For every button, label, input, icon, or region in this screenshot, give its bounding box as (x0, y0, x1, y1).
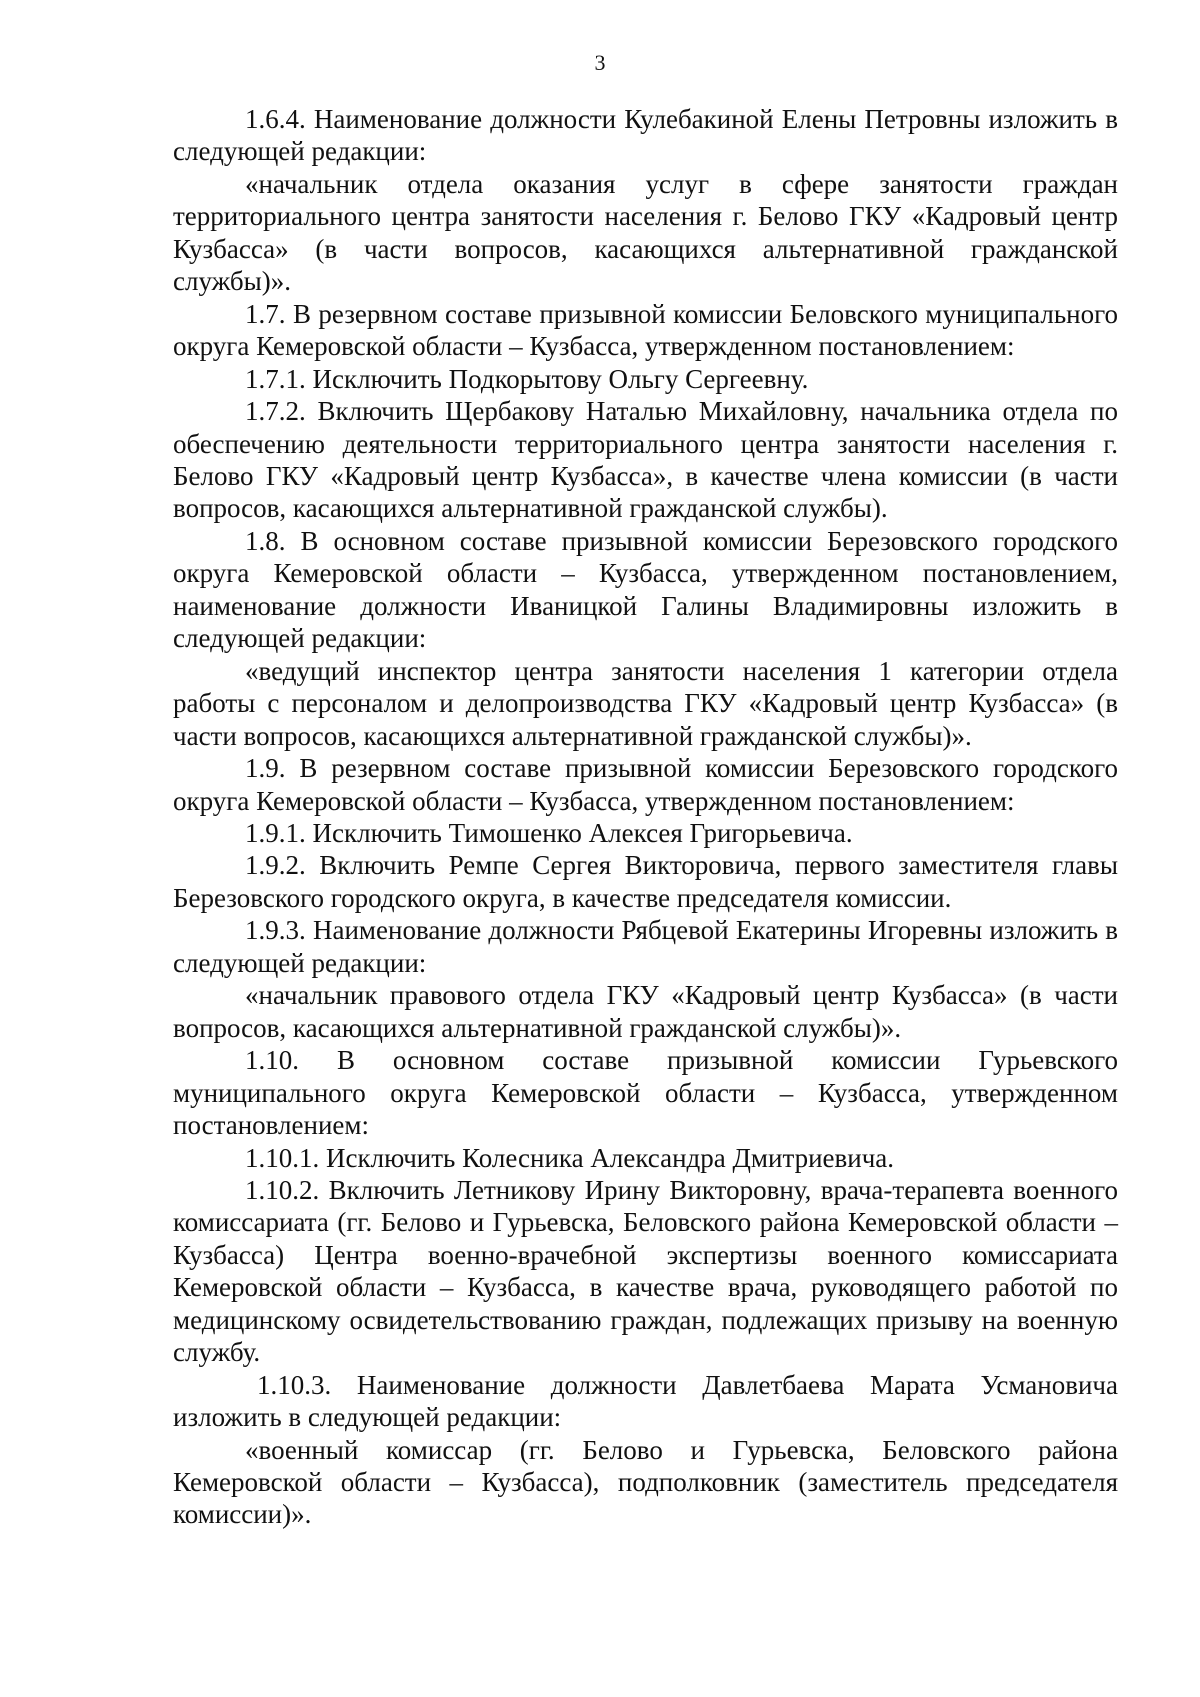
paragraph-1-10-1: 1.10.1. Исключить Колесника Александра Дмитриевича. (245, 1142, 895, 1173)
paragraph-1-6-4-wording: «начальник отдела оказания услуг в сфере занятости граждан территориального центра занятости населения г. Белово ГКУ «Кадровый центр Кузбасса» (в части вопросов, касающихся альтернативной гражданской службы)». (173, 168, 1118, 297)
paragraph-1-10-3-wording: «военный комиссар (гг. Белово и Гурьевска, Беловского района Кемеровской области – Кузбасса), подполковник (заместитель председателя комиссии)». (173, 1434, 1118, 1530)
paragraph-1-9-1: 1.9.1. Исключить Тимошенко Алексея Григорьевича. (245, 817, 853, 848)
paragraph-1-7-2: 1.7.2. Включить Щербакову Наталью Михайловну, начальника отдела по обеспечению деятельности территориального центра занятости населения г. Белово ГКУ «Кадровый центр Кузбасса», в качестве члена комиссии (в части вопросов, касающихся альтернативной гражданской службы). (173, 396, 1118, 524)
paragraph-1-8-wording: «ведущий инспектор центра занятости населения 1 категории отдела работы с персоналом и делопроизводства ГКУ «Кадровый центр Кузбасса» (в части вопросов, касающихся альтернативной гражданской службы)». (173, 655, 1118, 751)
paragraph-1-10: 1.10. В основном составе призывной комиссии Гурьевского муниципального округа Кемеровской области – Кузбасса, утвержденном постановлением: (173, 1045, 1118, 1141)
paragraph-1-9-3-wording: «начальник правового отдела ГКУ «Кадровый центр Кузбасса» (в части вопросов, касающихся альтернативной гражданской службы)». (173, 980, 1118, 1043)
paragraph-1-10-3: 1.10.3. Наименование должности Давлетбаева Марата Усмановича изложить в следующей редакции: (173, 1369, 1118, 1433)
paragraph-1-6-4: 1.6.4. Наименование должности Кулебакиной Елены Петровны изложить в следующей редакции: (173, 104, 1118, 167)
page-number: 3 (594, 50, 606, 75)
paragraph-1-8: 1.8. В основном составе призывной комиссии Березовского городского округа Кемеровской области – Кузбасса, утвержденном постановлением, наименование должности Иваницкой Галины Владимировны изложить в следующей редакции: (173, 525, 1118, 654)
paragraph-1-7: 1.7. В резервном составе призывной комиссии Беловского муниципального округа Кемеровской области – Кузбасса, утвержденном постановлением: (173, 298, 1118, 362)
paragraph-1-7-1: 1.7.1. Исключить Подкорытову Ольгу Сергеевну. (245, 363, 809, 394)
paragraph-1-9-2: 1.9.2. Включить Ремпе Сергея Викторовича, первого заместителя главы Березовского городского округа, в качестве председателя комиссии. (173, 850, 1118, 913)
paragraph-1-10-2: 1.10.2. Включить Летникову Ирину Викторовну, врача-терапевта военного комиссариата (гг. Белово и Гурьевска, Беловского района Кемеровской области – Кузбасса) Центра военно-врачебной экспертизы военного комиссариата Кемеровской области – Кузбасса, в качестве врача, руководящего работой по медицинскому освидетельствованию граждан, подлежащих призыву на военную службу. (173, 1174, 1118, 1368)
paragraph-1-9-3: 1.9.3. Наименование должности Рябцевой Екатерины Игоревны изложить в следующей редакции: (173, 915, 1118, 978)
document-body (173, 103, 1118, 1531)
paragraph-1-9: 1.9. В резервном составе призывной комиссии Березовского городского округа Кемеровской области – Кузбасса, утвержденном постановлением: (173, 753, 1118, 816)
